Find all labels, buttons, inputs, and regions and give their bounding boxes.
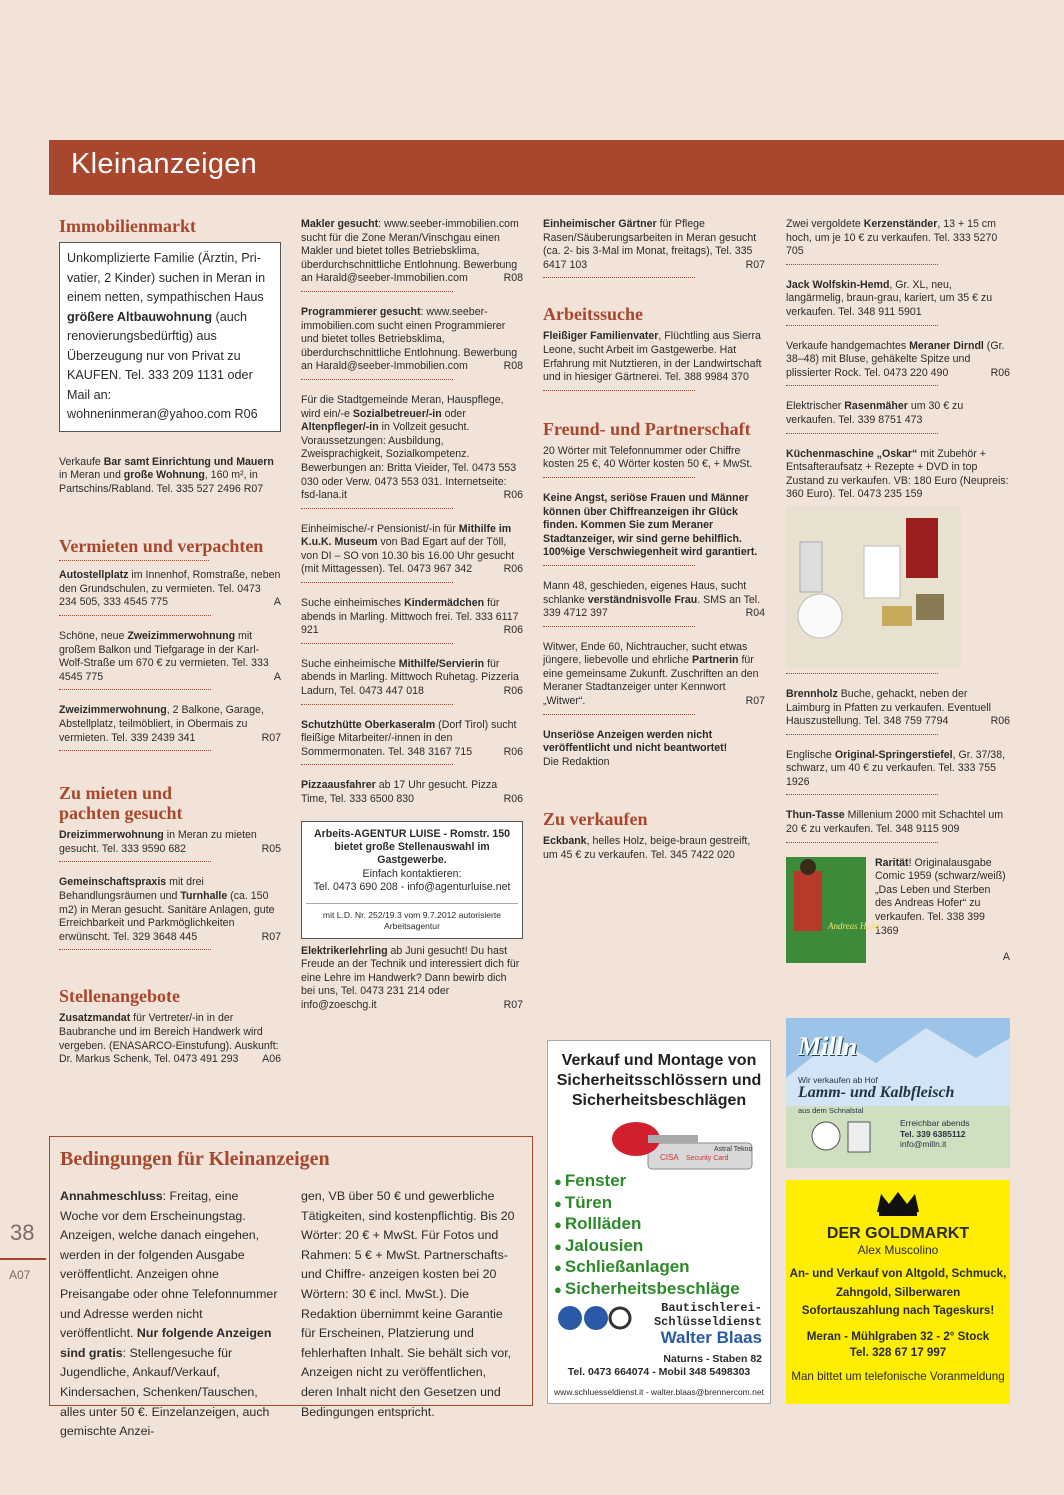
ad-dreizimmer: Dreizimmerwohnung in Meran zu mieten gesucht. Tel. 333 9590 682 R05: [59, 829, 281, 855]
ad-raritaet: Andreas Hofer Rarität! Originalausgabe Comic 1959 (schwarz/weiß) „Das Leben und Sterben des Andreas Hofer“ zu verkaufen. Tel. 338 399 1369 A: [786, 857, 1010, 965]
ad-servierin: Suche einheimische Mithilfe/Servierin für abends in Marling. Mittwoch Ruhetag. Pizzeria Ladurn, Tel. 0473 447 018 R06: [301, 657, 523, 698]
ad-schutzhuette: Schutzhütte Oberkaseralm (Dorf Tirol) sucht fleißige Mitarbeiter/-innen in den Sommermonaten. Tel. 348 3167 715 R06: [301, 718, 523, 758]
section-banner: [49, 140, 1064, 195]
key-lock-icon: [608, 1119, 758, 1179]
ad-autostellplatz: Autostellplatz im Innenhof, Romstraße, neben den Grundschulen, zu vermieten. Tel. 0473 234 505, 333 4545 775 A: [59, 569, 281, 609]
blaas-logo-icon: [556, 1303, 632, 1333]
ad-sozialbetreuer: Für die Stadtgemeinde Meran, Hauspflege, wird ein/-e Sozialbetreuer/-in oder Altenpfleger/-in in Vollzeit gesucht. Voraussetzungen: Ausbildung, Zweisprachigkeit, Sozialkompetenz. Bewerbungen an: Britta Vieider, Tel. 0473 553 030 oder Verw. 0473 553 031. Internetseite: fsd-lana.it R06: [301, 393, 523, 502]
crown-icon: [875, 1190, 921, 1216]
ad-gemeinschaftspraxis: Gemeinschaftspraxis mit drei Behandlungsräumen und Turnhalle (ca. 150 m2) in Meran gesucht. Sanitäre Anlagen, gute Erreichbarkeit und Parkmöglichkeiten erwünscht. Tel. 329 3648 445 R07: [59, 876, 281, 943]
ad-kerzenstaender: Zwei vergoldete Kerzenständer, 13 + 15 cm hoch, um je 10 € zu verkaufen. Tel. 333 5270 705: [786, 218, 998, 258]
heading-partnerschaft: Freund- und Partnerschaft: [543, 418, 751, 439]
column-2: [301, 218, 523, 1013]
conditions-left: Annahmeschluss: Freitag, eine Woche vor dem Erscheinungstag. Anzeigen, welche danach eingehen, werden in der folgenden Ausgabe veröffentlicht. Anzeigen ohne Preisangabe oder ohne Telefonnummer und Adresse werden nicht veröffentlicht. Nur folgende Anzeigen sind gratis: Stellengesuche für Jugendliche, Ankauf/Verkauf, Kindersachen, Schenken/Tauschen, alles unter 50 €. Einzelanzeigen, auch gemischte Anzei-: [60, 1189, 278, 1439]
column-3: [543, 218, 765, 863]
heading-vermieten: Vermieten und verpachten: [59, 536, 264, 557]
heading-stellenangebote: Stellenangebote: [59, 986, 180, 1007]
page-code: A07: [9, 1268, 31, 1282]
ad-bar-wohnung: Verkaufe Bar samt Einrichtung und Mauern in Meran und große Wohnung, 160 m², in Partschins/Rabland. Tel. 335 527 2496 R07: [59, 455, 274, 495]
svg-text:CISA: CISA: [660, 1153, 679, 1162]
ad-zweizimmer-1: Schöne, neue Zweizimmerwohnung mit großem Balkon und Tiefgarage in der Karl-Wolf-Straße um 670 € zu vermieten. Tel. 333 4545 775 A: [59, 630, 281, 683]
ad-mann-48: Mann 48, geschieden, eigenes Haus, sucht schlanke verständnisvolle Frau. SMS an Tel. 339 4712 397 R04: [543, 579, 765, 620]
heading-arbeitssuche: Arbeitssuche: [543, 304, 643, 325]
svg-text:Security Card: Security Card: [686, 1155, 729, 1162]
page-rule: [0, 1258, 46, 1260]
conditions-box: [49, 1136, 533, 1439]
schluesseldienst-ad: Verkauf und Montage von Sicherheitsschlössern und Sicherheitsbeschlägen CISA Security Card Astral Tekno ● Fenster ● Türen ● Rollläden ● Jalousien ● Schließanlagen ● Sicherheitsbeschläge Bautischlerei- Schlüsseldienst Walter Blaas Naturns - Staben 82 Tel. 0473 664074 - Mobil 348 5498303 www.schluesseldienst.it - walter.blaas@brennercom.net: [547, 1040, 771, 1404]
conditions-right: gen, VB über 50 € und gewerbliche Tätigkeiten, sind kostenpflichtig. Bis 20 Wörter: 20 € + MwSt. Für Fotos und Rahmen: 5 € + MwSt. Partnerschafts- und Chiffre- anzeigen kosten bei 20 Wörtern: 30 € incl. MwSt.). Die Redaktion übernimmt keine Garantie für Erscheinen, Platzierung und fehlerhaften Inhalt. Sie behält sich vor, Anzeigen nicht zu veröffentlichen, deren Inhalt nicht den Gesetzen und Bedingungen entspricht.: [301, 1189, 515, 1419]
ad-kuechenmaschine: Küchenmaschine „Oskar“ mit Zubehör + Entsafteraufsatz + Rezepte + DVD in top Zustand zu verkaufen. VB: 180 Euro (Neupreis: 360 Euro). Tel. 0473 235 159: [786, 447, 1009, 501]
ad-pizzaausfahrer: Pizzaausfahrer ab 17 Uhr gesucht. Pizza Time, Tel. 333 6500 830 R06: [301, 779, 523, 805]
ad-familienvater: Fleißiger Familienvater, Flüchtling aus Sierra Leone, sucht Arbeit im Gastgewerbe. Hat Erfahrung mit Nutztieren, in der Landwirtschaft und in hiesiger Gärtnerei. Tel. 388 9984 370: [543, 330, 762, 384]
immo-boxed-ad: Unkomplizierte Familie (Ärztin, Pri- vatier, 2 Kinder) suchen in Meran in einem netten, sympathischen Haus größere Altbauwohnung (auch renovierungsbedürftig) aus Überzeugung nur von Privat zu KAUFEN. Tel. 333 209 1131 oder Mail an: wohneninmeran@yahoo.com R06: [59, 242, 281, 432]
ad-unserioese: Unseriöse Anzeigen werden nicht veröffentlicht und nicht beantwortet! Die Redaktion: [543, 728, 728, 768]
ad-programmierer: Programmierer gesucht: www.seeber-immobilien.com sucht einen Programmierer und bietet tolles Betriebsklima, überdurchschnittliche Entlohnung. Bewerbung an Harald@seeber-Immobilien.com R08: [301, 305, 523, 373]
ad-brennholz: Brennholz Buche, gehackt, neben der Laimburg in Pfatten zu verkaufen. Eventuell Hauszustellung. Tel. 348 759 7794 R06: [786, 687, 1010, 728]
ad-witwer: Witwer, Ende 60, Nichtraucher, sucht etwas jüngere, liebevolle und ehrliche Partnerin für eine gemeinsame Zukunft. Zuschriften an den Meraner Stadtanzeiger unter Kennwort „Witwer“. R07: [543, 640, 765, 708]
heading-immobilienmarkt: Immobilienmarkt: [59, 216, 196, 236]
ad-zusatzmandat: Zusatzmandat für Vertreter/-in in der Baubranche und im Bereich Handwerk wird vergeben. (ENASARCO-Einstufung). Auskunft: Dr. Markus Schenk, Tel. 0473 491 293 A06: [59, 1012, 281, 1066]
ad-keine-angst: Keine Angst, seriöse Frauen und Männer können über Chiffreanzeigen ihr Glück finden. Kommen Sie zum Meraner Stadtanzeiger, wir sind gerne behilflich. 100%ige Verschwiegenheit wird garantiert.: [543, 491, 758, 559]
svg-text:Astral Tekno: Astral Tekno: [714, 1146, 753, 1153]
kitchen-machine-photo: [786, 506, 961, 668]
ad-museum: Einheimische/-r Pensionist/-in für Mithilfe im K.u.K. Museum von Bad Egart auf der Töll, von DI – SO von 10.30 bis 16.00 Uhr gesucht (mit Mittagessen). Tel. 0473 967 342 R06: [301, 522, 523, 576]
page-number: 38: [10, 1220, 35, 1245]
ad-dirndl: Verkaufe handgemachtes Meraner Dirndl (Gr. 38–48) mit Bluse, gehäkelte Spitze und plissierter Rock. Tel. 0473 220 490 R06: [786, 339, 1010, 379]
goldmarkt-ad: DER GOLDMARKT Alex Muscolino An- und Verkauf von Altgold, Schmuck, Zahngold, Silberwaren Sofortauszahlung nach Tageskurs! Meran - Mühlgraben 32 - 2° Stock Tel. 328 67 17 997 Man bittet um telefonische Voranmeldung: [786, 1180, 1010, 1404]
column-1: [59, 216, 281, 1067]
section-title: Kleinanzeigen: [71, 148, 258, 180]
heading-zu-mieten: Zu mieten und pachten gesucht: [59, 783, 183, 824]
ad-makler: Makler gesucht: www.seeber-immobilien.com sucht für die Zone Meran/Vinschgau einen Makler und bietet tolles Betriebsklima, überdurchschnittliche Entlohnung. Bewerbung an Harald@seeber-Immobilien.com R08: [301, 218, 523, 285]
heading-zu-verkaufen: Zu verkaufen: [543, 809, 648, 830]
agentur-luise-box: Arbeits-AGENTUR LUISE - Romstr. 150 bietet große Stellenauswahl im Gastgewerbe. Einfach kontaktieren: Tel. 0473 690 208 - info@agenturluise.net mit L.D. Nr. 252/19.3 vom 9.7.2012 autorisierte Arbeitsagentur: [301, 821, 523, 939]
column-4: [786, 218, 1010, 965]
ad-eckbank: Eckbank, helles Holz, beige-braun gestreift, um 45 € zu verkaufen. Tel. 345 7422 020: [543, 835, 751, 862]
ad-gaertner: Einheimischer Gärtner für Pflege Rasen/Säuberungsarbeiten in Meran gesucht (ca. 2- bis 3-Mal im Monat, freitags), Tel. 335 6417 103 R07: [543, 218, 765, 271]
comic-cover-image: [786, 857, 881, 963]
ad-kindermaedchen: Suche einheimisches Kindermädchen für abends in Marling. Mittwoch frei. Tel. 333 6117 921 R06: [301, 597, 523, 637]
svg-text:Andreas Hofer: Andreas Hofer: [828, 920, 881, 931]
ad-springerstiefel: Englische Original-Springerstiefel, Gr. 37/38, schwarz, um 40 € zu verkaufen. Tel. 333 755 1926: [786, 748, 1006, 788]
ad-rasenmaeher: Elektrischer Rasenmäher um 30 € zu verkaufen. Tel. 339 8751 473: [786, 400, 964, 426]
ad-zweizimmer-2: Zweizimmerwohnung, 2 Balkone, Garage, Abstellplatz, teilmöbliert, in Obermais zu vermieten. Tel. 339 2439 341 R07: [59, 704, 281, 744]
lock-services-list: ● Fenster ● Türen ● Rollläden ● Jalousien ● Schließanlagen ● Sicherheitsbeschläge: [554, 1171, 740, 1300]
partnerschaft-info: 20 Wörter mit Telefonnummer oder Chiffre kosten 25 €, 40 Wörter kosten 50 €, + MwSt.: [543, 444, 753, 471]
milln-ad: Milln Wir verkaufen ab Hof Lamm- und Kalbfleisch aus dem Schnalstal Erreichbar abends Tel. 339 6385112 info@milln.it: [786, 1018, 1010, 1168]
ad-wolfskin-hemd: Jack Wolfskin-Hemd, Gr. XL, neu, langärmelig, braun-grau, kariert, um 35 € zu verkaufen. Tel. 348 911 5901: [786, 278, 993, 318]
ad-thun-tasse: Thun-Tasse Millenium 2000 mit Schachtel um 20 € zu verkaufen. Tel. 348 9115 909: [786, 809, 1004, 836]
ad-elektrikerlehrling: Elektrikerlehrling ab Juni gesucht! Du hast Freude an der Technik und interessiert dich für eine Lehre im Handwerk? Dann bewirb dich bei uns, Tel. 0473 231 214 oder info@zoeschg.it R07: [301, 944, 523, 1011]
conditions-title: Bedingungen für Kleinanzeigen: [60, 1148, 330, 1170]
